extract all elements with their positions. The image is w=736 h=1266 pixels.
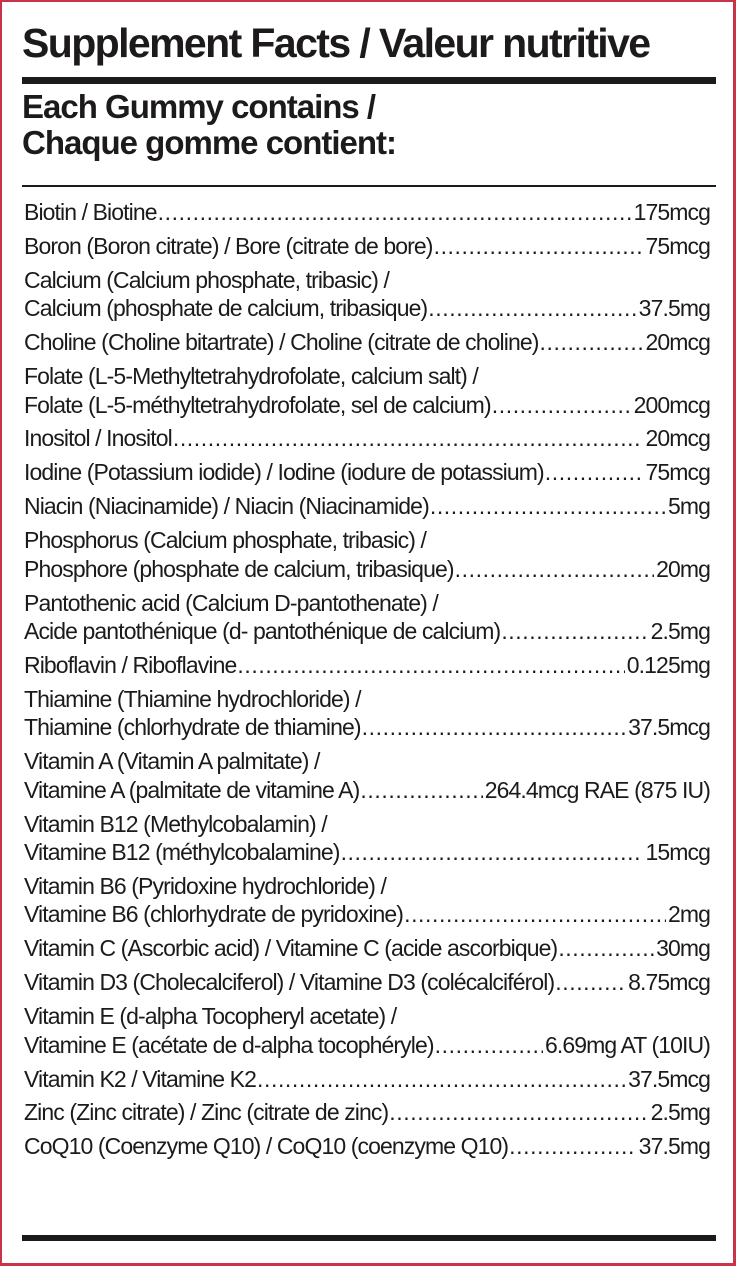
nutrient-list xyxy=(24,198,710,1166)
nutrient-line xyxy=(24,651,710,680)
nutrient-amount: 37.5mg xyxy=(638,1133,710,1160)
nutrient-name: Choline (Choline bitartrate) / Choline (citrate de choline) xyxy=(24,329,539,356)
nutrient-name: Vitamin C (Ascorbic acid) / Vitamine C (acide ascorbique) xyxy=(24,935,558,962)
nutrient-line xyxy=(24,555,710,584)
dot-leader xyxy=(427,294,636,323)
nutrient-amount: 5mg xyxy=(667,493,710,520)
dot-leader xyxy=(544,458,644,487)
nutrient-amount: 0.125mg xyxy=(626,651,710,678)
nutrient-line xyxy=(24,968,710,997)
nutrient-row xyxy=(24,685,710,742)
nutrient-line xyxy=(24,934,710,963)
nutrient-name: Biotin / Biotine xyxy=(24,199,157,225)
dot-leader xyxy=(256,1065,626,1094)
nutrient-name: Vitamin D3 (Cholecalciferol) / Vitamine D3 (colécalciférol) xyxy=(24,969,555,996)
nutrient-line xyxy=(24,1098,710,1127)
nutrient-name: Niacin (Niacinamide) / Niacin (Niacinamide) xyxy=(24,493,429,520)
nutrient-name: Vitamine A (palmitate de vitamine A) xyxy=(24,776,360,803)
nutrient-name: Vitamine B6 (chlorhydrate de pyridoxine) xyxy=(24,901,404,928)
nutrient-row xyxy=(24,934,710,963)
bottom-thick-rule xyxy=(22,1235,716,1241)
nutrient-line xyxy=(24,294,710,323)
nutrient-name-english: Calcium (Calcium phosphate, tribasic) / xyxy=(24,266,389,293)
nutrient-name-english: Thiamine (Thiamine hydrochloride) / xyxy=(24,685,361,712)
dot-leader xyxy=(388,1098,648,1127)
nutrient-amount: 20mcg xyxy=(645,329,710,356)
nutrient-name: Riboflavin / Riboflavine xyxy=(24,651,237,678)
nutrient-name: Vitamine B12 (méthylcobalamine) xyxy=(24,839,340,866)
nutrient-amount: 20mcg xyxy=(645,425,710,452)
nutrient-amount: 37.5mg xyxy=(638,295,710,322)
dot-leader xyxy=(508,1132,637,1161)
nutrient-amount: 75mcg xyxy=(645,232,710,259)
dot-leader xyxy=(172,424,644,453)
dot-leader xyxy=(359,776,482,805)
nutrient-line xyxy=(24,1065,710,1094)
nutrient-line xyxy=(24,198,710,227)
dot-leader xyxy=(454,555,654,584)
nutrient-row xyxy=(24,424,710,453)
nutrient-line xyxy=(24,617,710,646)
dot-leader xyxy=(361,713,626,742)
nutrient-row xyxy=(24,747,710,804)
nutrient-amount: 264.4mcg RAE (875 IU) xyxy=(484,776,710,803)
nutrient-line xyxy=(24,900,710,929)
dot-leader xyxy=(539,328,644,357)
nutrient-name: Zinc (Zinc citrate) / Zinc (citrate de zinc) xyxy=(24,1099,389,1126)
nutrient-row xyxy=(24,458,710,487)
nutrient-line xyxy=(24,1031,710,1060)
panel-title: Supplement Facts / Valeur nutritive xyxy=(22,20,650,66)
nutrient-row xyxy=(24,526,710,583)
nutrient-row xyxy=(24,589,710,646)
nutrient-row xyxy=(24,266,710,323)
nutrient-amount: 15mcg xyxy=(645,839,710,866)
nutrient-amount: 20mg xyxy=(656,555,710,582)
serving-size-english: Each Gummy contains / xyxy=(22,88,376,125)
nutrient-row xyxy=(24,1065,710,1094)
nutrient-row xyxy=(24,198,710,227)
top-thick-rule xyxy=(22,77,716,84)
nutrient-name-english: Vitamin B6 (Pyridoxine hydrochloride) / xyxy=(24,872,387,899)
nutrient-line xyxy=(24,838,710,867)
nutrient-row xyxy=(24,1002,710,1059)
dot-leader xyxy=(433,232,644,261)
nutrient-name: Phosphore (phosphate de calcium, tribasique) xyxy=(24,555,454,582)
nutrient-name: Vitamin K2 / Vitamine K2 xyxy=(24,1065,256,1092)
nutrient-amount: 175mcg xyxy=(633,199,710,225)
nutrient-row xyxy=(24,362,710,419)
nutrient-row xyxy=(24,1098,710,1127)
nutrient-name: Inositol / Inositol xyxy=(24,425,172,452)
dot-leader xyxy=(236,651,624,680)
nutrient-amount: 30mg xyxy=(656,935,710,962)
nutrient-line xyxy=(24,713,710,742)
nutrient-line xyxy=(24,492,710,521)
nutrient-line xyxy=(24,328,710,357)
dot-leader xyxy=(554,968,626,997)
nutrient-line xyxy=(24,1132,710,1161)
nutrient-name: Folate (L-5-méthyltetrahydrofolate, sel de calcium) xyxy=(24,391,491,418)
nutrient-row xyxy=(24,328,710,357)
nutrient-name: Boron (Boron citrate) / Bore (citrate de bore) xyxy=(24,232,433,259)
nutrient-row xyxy=(24,651,710,680)
dot-leader xyxy=(157,198,632,227)
nutrient-name-english: Vitamin B12 (Methylcobalamin) / xyxy=(24,810,327,837)
nutrient-amount: 2.5mg xyxy=(650,1099,710,1126)
nutrient-amount: 2.5mg xyxy=(650,618,710,645)
nutrient-amount: 200mcg xyxy=(633,391,710,418)
dot-leader xyxy=(340,838,644,867)
nutrient-row xyxy=(24,872,710,929)
nutrient-amount: 75mcg xyxy=(645,459,710,486)
dot-leader xyxy=(434,1031,543,1060)
nutrient-name: Calcium (phosphate de calcium, tribasique) xyxy=(24,295,428,322)
header-divider-rule xyxy=(22,185,716,187)
dot-leader xyxy=(429,492,666,521)
dot-leader xyxy=(500,617,648,646)
nutrient-row xyxy=(24,492,710,521)
nutrient-row xyxy=(24,232,710,261)
dot-leader xyxy=(491,391,632,420)
nutrient-row xyxy=(24,1132,710,1161)
nutrient-line xyxy=(24,232,710,261)
nutrient-row xyxy=(24,968,710,997)
dot-leader xyxy=(557,934,654,963)
nutrient-amount: 37.5mcg xyxy=(628,714,710,741)
nutrient-name-english: Folate (L-5-Methyltetrahydrofolate, calcium salt) / xyxy=(24,363,478,390)
nutrient-line xyxy=(24,424,710,453)
nutrient-name: Thiamine (chlorhydrate de thiamine) xyxy=(24,714,361,741)
nutrient-amount: 37.5mcg xyxy=(628,1065,710,1092)
nutrient-row xyxy=(24,810,710,867)
nutrient-name: Iodine (Potassium iodide) / Iodine (iodure de potassium) xyxy=(24,459,544,486)
nutrient-name-english: Pantothenic acid (Calcium D-pantothenate) / xyxy=(24,589,438,616)
dot-leader xyxy=(403,900,666,929)
nutrient-name: CoQ10 (Coenzyme Q10) / CoQ10 (coenzyme Q10) xyxy=(24,1133,509,1160)
serving-size-heading xyxy=(22,89,712,161)
nutrient-amount: 8.75mcg xyxy=(628,969,710,996)
nutrient-name-english: Vitamin E (d-alpha Tocopheryl acetate) / xyxy=(24,1003,397,1030)
nutrient-name: Acide pantothénique (d- pantothénique de calcium) xyxy=(24,618,501,645)
nutrient-amount: 2mg xyxy=(667,901,710,928)
nutrient-amount: 6.69mg AT (10IU) xyxy=(545,1031,710,1058)
nutrient-name-english: Phosphorus (Calcium phosphate, tribasic) / xyxy=(24,527,426,554)
serving-size-french: Chaque gomme contient: xyxy=(22,124,397,161)
nutrient-line xyxy=(24,776,710,805)
nutrient-name-english: Vitamin A (Vitamin A palmitate) / xyxy=(24,748,320,775)
nutrient-name: Vitamine E (acétate de d-alpha tocophéryle) xyxy=(24,1031,434,1058)
nutrient-line xyxy=(24,391,710,420)
nutrient-line xyxy=(24,458,710,487)
